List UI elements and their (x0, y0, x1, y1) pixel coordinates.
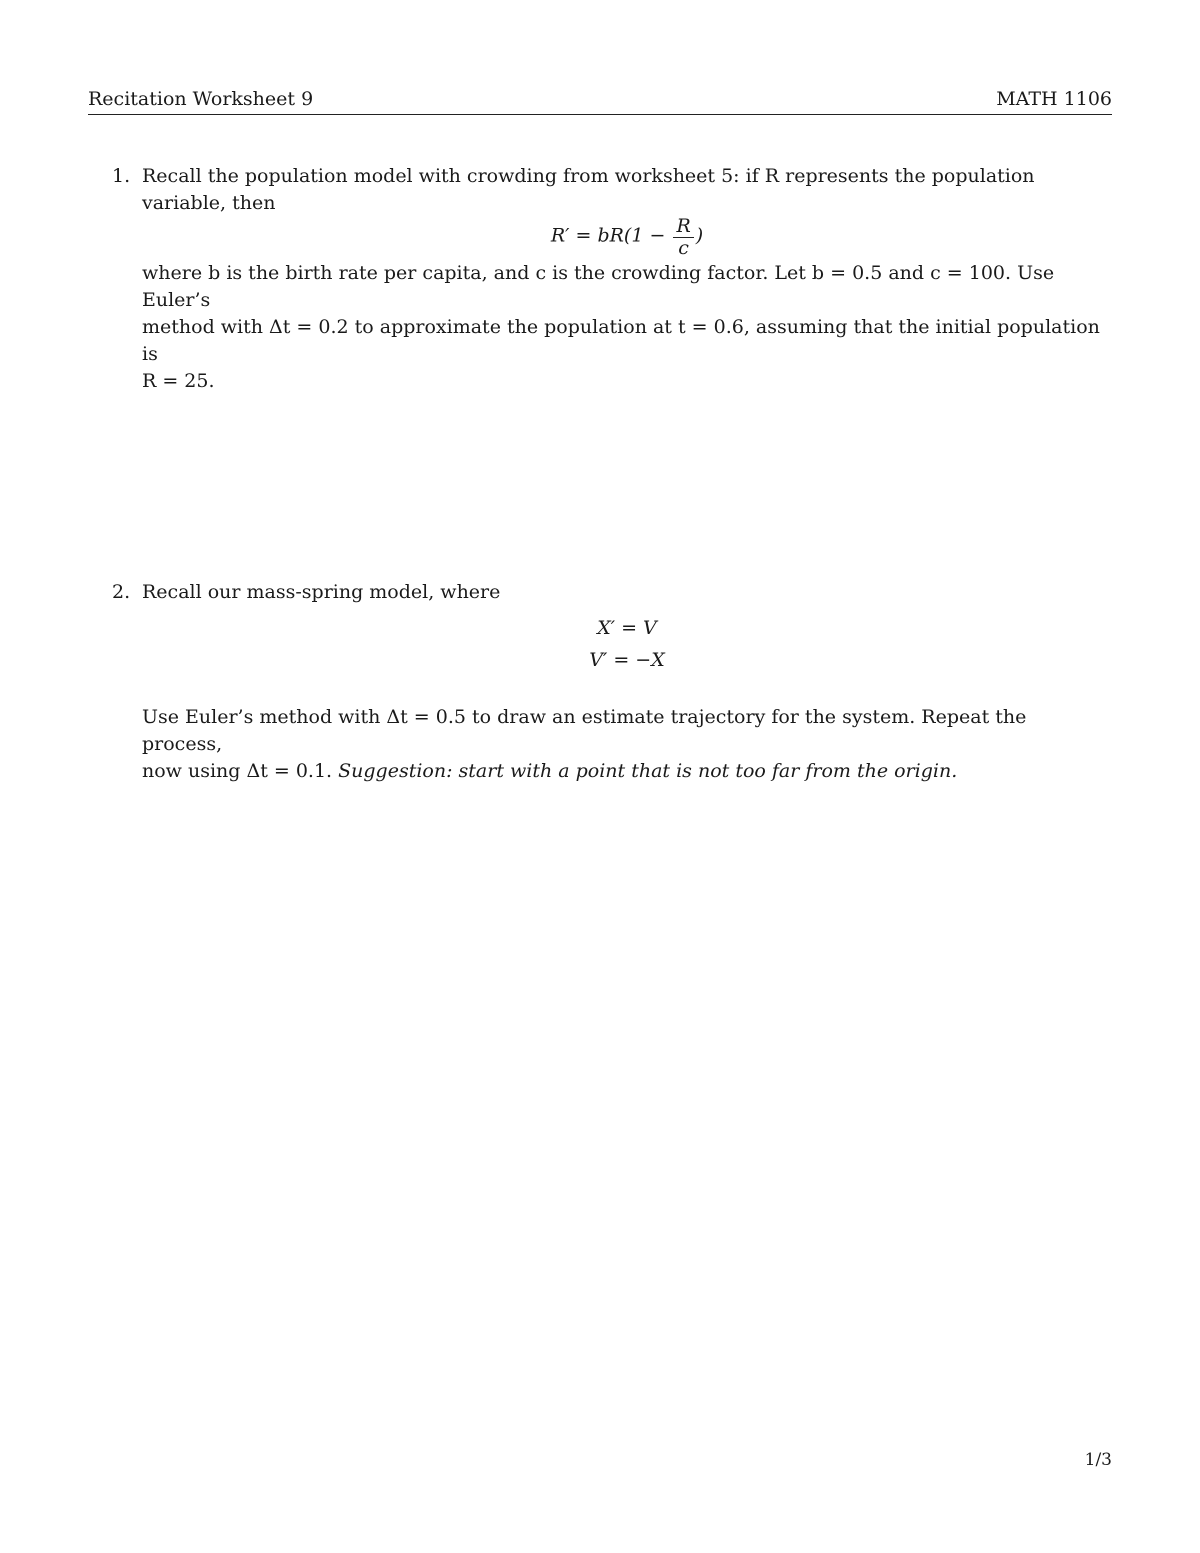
fraction-denominator: c (678, 237, 689, 259)
problem-2-suggestion: Suggestion: start with a point that is not too far from the origin. (338, 760, 958, 782)
problem-2-equation-2: V′ = −X (589, 649, 665, 671)
problem-1-intro: Recall the population model with crowding from worksheet 5: if R represents the population variable, then (142, 165, 1035, 214)
worksheet-title: Recitation Worksheet 9 (88, 88, 314, 110)
problem-1-line-1: where b is the birth rate per capita, and c is the crowding factor. Let b = 0.5 and c = 100. Use Euler’s (142, 262, 1055, 311)
problem-2-line-2 (142, 758, 1112, 785)
problem-1-line-3: R = 25. (142, 370, 215, 392)
equation-lhs: R′ = bR(1 − (550, 224, 666, 247)
problem-1 (112, 163, 1112, 395)
problem-2-number: 2. (112, 581, 131, 603)
problem-1-line-2: method with Δt = 0.2 to approximate the population at t = 0.6, assuming that the initial population is (142, 316, 1100, 365)
problem-2-line-2-text: now using Δt = 0.1. (142, 760, 333, 782)
page-header (88, 88, 1112, 115)
course-code: MATH 1106 (996, 88, 1112, 110)
problem-2-line-1: Use Euler’s method with Δt = 0.5 to draw an estimate trajectory for the system. Repeat the process, (142, 706, 1027, 755)
problem-2-intro: Recall our mass-spring model, where (142, 581, 501, 603)
page-number: 1/3 (1084, 1450, 1112, 1470)
fraction-numerator: R (673, 215, 693, 238)
problem-2 (112, 579, 1112, 785)
equation-rhs: ) (695, 224, 704, 247)
problem-1-equation (142, 215, 1112, 258)
problem-1-number: 1. (112, 165, 131, 187)
problem-2-equation-1: X′ = V (597, 617, 657, 639)
equation-fraction (673, 215, 693, 258)
